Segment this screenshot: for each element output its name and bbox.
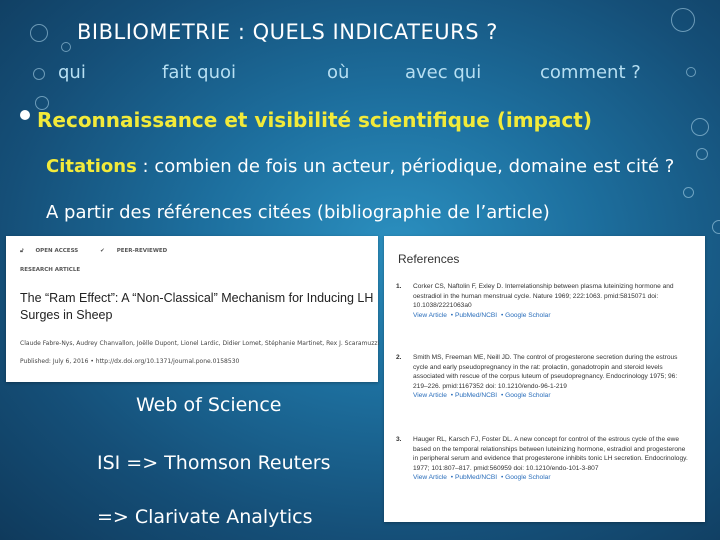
references-heading: References <box>398 252 460 266</box>
reference-number: 2. <box>396 354 402 361</box>
citations-line <box>46 156 674 177</box>
article-type: RESEARCH ARTICLE <box>20 267 81 273</box>
decorative-bubble <box>61 42 71 52</box>
question-with-whom: avec qui <box>405 62 482 83</box>
article-published: Published: July 6, 2016 • http://dx.doi.org/10.1371/journal.pone.0158530 <box>20 358 240 365</box>
citations-keyword: Citations <box>46 156 137 177</box>
question-what: fait quoi <box>162 62 236 83</box>
pubmed-link[interactable]: PubMed/NCBI <box>454 392 498 400</box>
reference-item <box>396 435 692 483</box>
reference-item <box>396 353 692 401</box>
decorative-bubble <box>30 24 48 42</box>
citations-description: : combien de fois un acteur, périodique, domaine est cité ? <box>136 156 675 177</box>
google-scholar-link[interactable]: Google Scholar <box>505 392 551 400</box>
google-scholar-link[interactable]: Google Scholar <box>505 311 551 319</box>
reference-item <box>396 282 692 320</box>
decorative-bubble <box>683 187 694 198</box>
check-icon: ✔ <box>100 248 105 254</box>
clarivate-label: => Clarivate Analytics <box>97 506 313 528</box>
reference-text: Smith MS, Freeman ME, Neill JD. The control of progesterone secretion during the estrous cycle and early pseudopregnancy in the rat: prolactin, gonadotropin and steroid levels associated with rescue of the corpus luteum of pseudopregnancy. Endocrinology 1975; 96: 219–226. pmid:1167352 doi: 10.1210/endo-96-1-219 <box>413 354 678 390</box>
peer-reviewed-badge: ✔ PEER-REVIEWED <box>100 248 168 254</box>
reference-text: Hauger RL, Karsch FJ, Foster DL. A new concept for control of the estrous cycle of the ewe based on the temporal relationships between luteinizing hormone, estradiol and progesterone in peripheral serum and evidence that progesterone inhibits tonic LH secretion. Endocrinology. 1977; 101:807–817. pmid:560959 doi: 10.1210/endo-101-3-807 <box>413 436 688 472</box>
bullet-dot <box>20 110 30 120</box>
view-article-link[interactable]: View Article <box>413 474 447 482</box>
decorative-bubble <box>691 118 709 136</box>
decorative-bubble <box>696 148 708 160</box>
article-authors: Claude Fabre-Nys, Audrey Chanvallon, Joëlle Dupont, Lionel Lardic, Didier Lomet, Stéphanie Martinet, Rex J. Scaramuzzi <box>20 340 380 347</box>
google-scholar-link[interactable]: Google Scholar <box>505 474 551 482</box>
reference-links: View Article • PubMed/NCBI • Google Scholar <box>413 474 551 482</box>
article-screenshot <box>6 236 378 382</box>
question-how: comment ? <box>540 62 641 83</box>
reference-number: 1. <box>396 283 402 290</box>
reference-text: Corker CS, Naftolin F, Exley D. Interrelationship between plasma luteinizing hormone and oestradiol in the human menstrual cycle. Nature 1969; 222:1063. pmid:5815071 doi: 10.1038/2221063a0 <box>413 283 674 310</box>
decorative-bubble <box>671 8 695 32</box>
web-of-science-label: Web of Science <box>136 394 282 416</box>
references-screenshot <box>384 236 705 522</box>
isi-label: ISI => Thomson Reuters <box>97 452 331 474</box>
view-article-link[interactable]: View Article <box>413 392 447 400</box>
slide-title: BIBLIOMETRIE : QUELS INDICATEURS ? <box>77 20 498 44</box>
reference-links: View Article • PubMed/NCBI • Google Scholar <box>413 311 551 319</box>
source-line: A partir des références citées (bibliographie de l’article) <box>46 202 550 223</box>
lock-open-icon: 🔓︎ <box>20 248 24 254</box>
article-badges <box>20 248 187 255</box>
decorative-bubble <box>712 220 720 234</box>
question-who: qui <box>58 62 86 83</box>
pubmed-link[interactable]: PubMed/NCBI <box>454 311 498 319</box>
question-row <box>0 62 720 88</box>
pubmed-link[interactable]: PubMed/NCBI <box>454 474 498 482</box>
view-article-link[interactable]: View Article <box>413 311 447 319</box>
reference-number: 3. <box>396 436 402 443</box>
open-access-badge: 🔓︎ OPEN ACCESS <box>20 248 79 254</box>
question-where: où <box>327 62 350 83</box>
article-title: The “Ram Effect”: A “Non-Classical” Mechanism for Inducing LH Surges in Sheep <box>20 291 374 322</box>
bullet-heading: Reconnaissance et visibilité scientifique (impact) <box>37 108 592 132</box>
reference-links: View Article • PubMed/NCBI • Google Scholar <box>413 392 551 400</box>
